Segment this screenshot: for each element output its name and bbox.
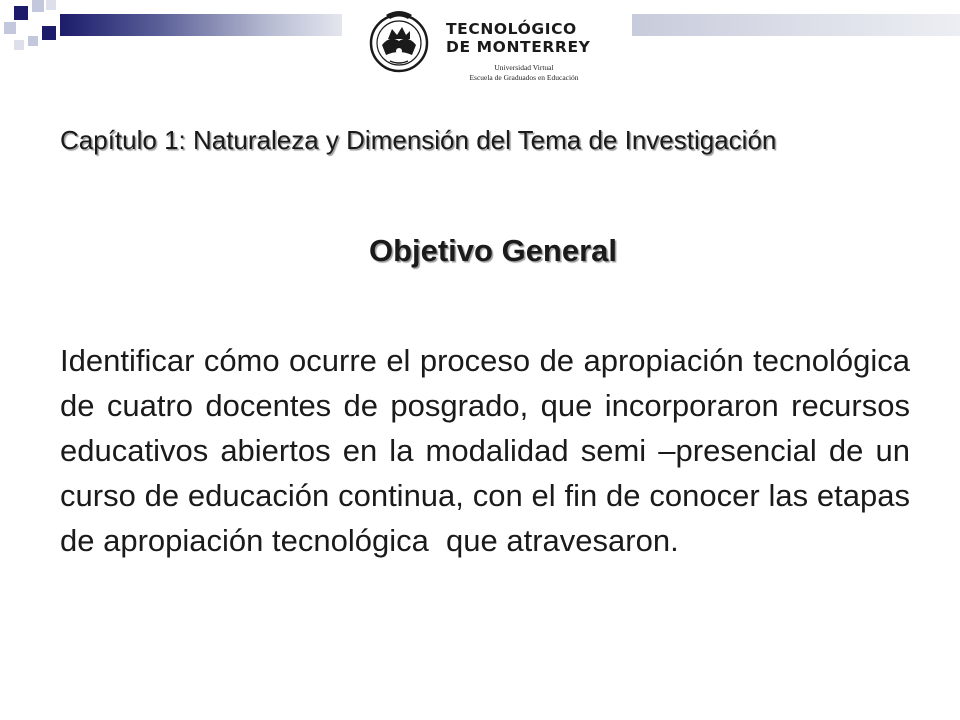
decor-square-navy-2 <box>42 26 56 40</box>
logo-subtitle-line2: Escuela de Graduados en Educación <box>469 73 579 82</box>
header-gradient-bar-left <box>60 14 342 36</box>
logo-name-line2: DE MONTERREY <box>446 38 591 56</box>
logo-subtitle-line1: Universidad Virtual <box>494 63 554 72</box>
logo-name-line1: TECNOLÓGICO <box>446 20 577 38</box>
section-title: Objetivo General <box>368 233 618 268</box>
decor-square-light-5 <box>14 40 24 50</box>
decor-square-light-3 <box>4 22 16 34</box>
decor-square-light-2 <box>46 0 56 10</box>
decor-square-light-1 <box>32 0 44 12</box>
header-gradient-bar-right <box>632 14 960 36</box>
chapter-title: Capítulo 1: Naturaleza y Dimensión del Tema de Investigación <box>60 125 777 155</box>
decor-square-light-4 <box>28 36 38 46</box>
objective-body-text: Identificar cómo ocurre el proceso de apropiación tecnológica de cuatro docentes de posgrado, que incorporaron recursos educativos abiertos en la modalidad semi –presencial de un curso de educación continua, con el fin de conocer las etapas de apropiación tecnológica que atravesaron. <box>60 343 919 558</box>
decor-square-navy-1 <box>14 6 28 20</box>
institution-logo <box>344 2 630 86</box>
